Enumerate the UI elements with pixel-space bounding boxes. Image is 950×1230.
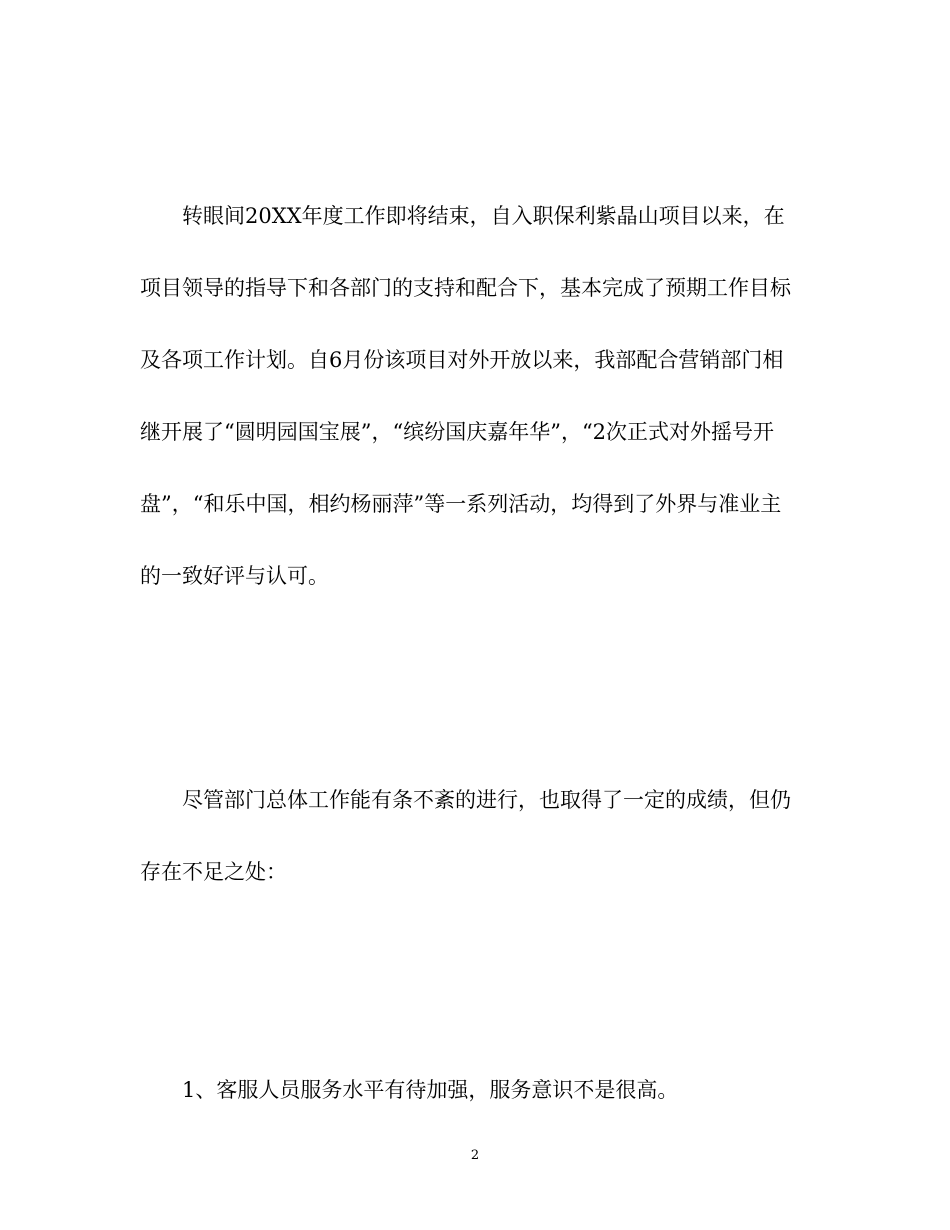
paragraph-2-line-2: 存在不足之处： (140, 860, 287, 884)
paragraph-1-line-5: 盘”，“和乐中国，相约杨丽萍”等一系列活动，均得到了外界与准业主 (140, 492, 782, 516)
paragraph-1-line-3: 及各项工作计划。自6月份该项目对外开放以来，我部配合营销部门相 (140, 348, 784, 372)
paragraph-1-line-1: 转眼间20XX年度工作即将结束，自入职保利紫晶山项目以来，在 (182, 204, 785, 228)
paragraph-2-line-1: 尽管部门总体工作能有条不紊的进行，也取得了一定的成绩，但仍 (182, 788, 791, 812)
page-number: 2 (470, 1148, 480, 1163)
paragraph-3-line-1: 1、客服人员服务水平有待加强，服务意识不是很高。 (182, 1078, 679, 1102)
paragraph-1-line-4: 继开展了“圆明园国宝展”，“缤纷国庆嘉年华”，“2次正式对外摇号开 (140, 420, 775, 444)
paragraph-1-line-2: 项目领导的指导下和各部门的支持和配合下，基本完成了预期工作目标 (140, 276, 791, 300)
paragraph-1-line-6: 的一致好评与认可。 (140, 564, 329, 588)
